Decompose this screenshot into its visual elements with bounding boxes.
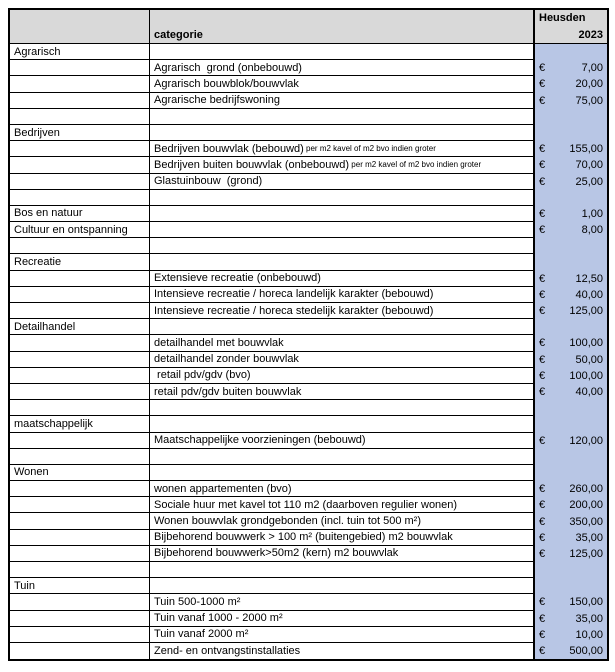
value-cell — [533, 497, 607, 513]
table-row — [10, 578, 607, 594]
amount: 350,00 — [569, 515, 603, 528]
item-label: retail pdv/gdv (bvo) — [154, 369, 251, 382]
label-cell — [150, 530, 533, 546]
amount: 50,00 — [575, 353, 603, 366]
euro-symbol: € — [539, 483, 546, 496]
category-cell — [10, 352, 150, 368]
category-cell — [10, 190, 150, 206]
value-cell — [533, 643, 607, 659]
item-label: Intensieve recreatie / horeca landelijk karakter (bebouwd) — [154, 288, 434, 301]
category-cell — [10, 141, 150, 157]
label-cell — [150, 643, 533, 659]
label-cell — [150, 76, 533, 92]
category-label: Wonen — [14, 466, 49, 479]
category-cell — [10, 627, 150, 643]
value-cell — [533, 546, 607, 562]
table-row — [10, 335, 607, 351]
label-cell — [150, 546, 533, 562]
euro-symbol: € — [539, 305, 546, 318]
item-label: detailhandel zonder bouwvlak — [154, 353, 299, 366]
item-label: Bedrijven buiten bouwvlak (onbebouwd) — [154, 158, 350, 171]
label-cell — [150, 400, 533, 416]
euro-symbol: € — [539, 94, 546, 107]
item-label: Maatschappelijke voorzieningen (bebouwd) — [154, 434, 366, 447]
value-cell — [533, 400, 607, 416]
table-row — [10, 594, 607, 610]
category-cell — [10, 335, 150, 351]
value-cell — [533, 60, 607, 76]
table-row — [10, 627, 607, 643]
table-row — [10, 222, 607, 238]
category-cell — [10, 222, 150, 238]
table-row — [10, 352, 607, 368]
category-cell — [10, 125, 150, 141]
label-cell — [150, 174, 533, 190]
amount: 150,00 — [569, 596, 603, 609]
table-row — [10, 449, 607, 465]
category-label: Bos en natuur — [14, 207, 83, 220]
value-cell — [533, 530, 607, 546]
label-cell — [150, 60, 533, 76]
value-cell — [533, 76, 607, 92]
category-label: Detailhandel — [14, 320, 76, 333]
category-cell — [10, 497, 150, 513]
value-cell — [533, 335, 607, 351]
amount: 12,50 — [575, 272, 603, 285]
value-cell — [533, 93, 607, 109]
item-label: Agrarisch bouwblok/bouwvlak — [154, 77, 299, 90]
header-categorie-cell — [150, 10, 533, 43]
amount: 155,00 — [569, 143, 603, 156]
table-row — [10, 44, 607, 60]
table-row — [10, 481, 607, 497]
price-table — [8, 8, 609, 661]
header-heusden-cell — [533, 10, 607, 43]
value-cell — [533, 562, 607, 578]
category-cell — [10, 481, 150, 497]
category-cell — [10, 254, 150, 270]
euro-symbol: € — [539, 78, 546, 91]
euro-symbol: € — [539, 628, 546, 641]
table-row — [10, 562, 607, 578]
amount: 8,00 — [581, 224, 603, 237]
label-cell — [150, 578, 533, 594]
table-row — [10, 433, 607, 449]
amount: 260,00 — [569, 483, 603, 496]
category-cell — [10, 594, 150, 610]
label-cell — [150, 481, 533, 497]
category-cell — [10, 93, 150, 109]
amount: 125,00 — [569, 305, 603, 318]
label-cell — [150, 352, 533, 368]
item-label: retail pdv/gdv buiten bouwvlak — [154, 385, 302, 398]
amount: 1,00 — [581, 207, 603, 220]
item-label: Bijbehorend bouwwerk>50m2 (kern) m2 bouwvlak — [154, 547, 399, 560]
category-cell — [10, 287, 150, 303]
euro-symbol: € — [539, 596, 546, 609]
label-cell — [150, 190, 533, 206]
table-row — [10, 238, 607, 254]
amount: 70,00 — [575, 159, 603, 172]
table-row — [10, 530, 607, 546]
amount: 20,00 — [575, 78, 603, 91]
category-label: Agrarisch — [14, 45, 61, 58]
label-cell — [150, 335, 533, 351]
label-cell — [150, 416, 533, 432]
amount: 35,00 — [575, 531, 603, 544]
table-row — [10, 60, 607, 76]
table-row — [10, 125, 607, 141]
value-cell — [533, 206, 607, 222]
table-row — [10, 546, 607, 562]
amount: 40,00 — [575, 386, 603, 399]
label-cell — [150, 368, 533, 384]
value-cell — [533, 141, 607, 157]
euro-symbol: € — [539, 288, 546, 301]
amount: 200,00 — [569, 499, 603, 512]
table-row — [10, 190, 607, 206]
category-cell — [10, 578, 150, 594]
table-row — [10, 611, 607, 627]
value-cell — [533, 319, 607, 335]
euro-symbol: € — [539, 645, 546, 658]
euro-symbol: € — [539, 386, 546, 399]
euro-symbol: € — [539, 337, 546, 350]
euro-symbol: € — [539, 547, 546, 560]
value-cell — [533, 481, 607, 497]
label-cell — [150, 611, 533, 627]
label-cell — [150, 93, 533, 109]
category-cell — [10, 271, 150, 287]
value-cell — [533, 254, 607, 270]
value-cell — [533, 594, 607, 610]
label-cell — [150, 594, 533, 610]
category-cell — [10, 449, 150, 465]
table-row — [10, 109, 607, 125]
value-cell — [533, 611, 607, 627]
category-cell — [10, 44, 150, 60]
label-cell — [150, 44, 533, 60]
label-cell — [150, 384, 533, 400]
category-cell — [10, 530, 150, 546]
category-cell — [10, 60, 150, 76]
value-cell — [533, 44, 607, 60]
euro-symbol: € — [539, 272, 546, 285]
value-cell — [533, 433, 607, 449]
value-cell — [533, 174, 607, 190]
euro-symbol: € — [539, 143, 546, 156]
label-cell — [150, 271, 533, 287]
label-cell — [150, 206, 533, 222]
value-cell — [533, 271, 607, 287]
table-row — [10, 254, 607, 270]
euro-symbol: € — [539, 531, 546, 544]
table-row — [10, 497, 607, 513]
category-label: maatschappelijk — [14, 417, 93, 430]
value-cell — [533, 125, 607, 141]
amount: 100,00 — [569, 337, 603, 350]
category-cell — [10, 433, 150, 449]
categorie-header-label: categorie — [154, 29, 203, 41]
category-cell — [10, 465, 150, 481]
category-cell — [10, 513, 150, 529]
label-cell — [150, 562, 533, 578]
label-cell — [150, 513, 533, 529]
label-cell — [150, 287, 533, 303]
header-empty-cell — [10, 10, 150, 43]
item-label: Agrarische bedrijfswoning — [154, 94, 280, 107]
value-cell — [533, 222, 607, 238]
value-cell — [533, 368, 607, 384]
table-row — [10, 465, 607, 481]
value-cell — [533, 384, 607, 400]
item-label: Zend- en ontvangstinstallaties — [154, 645, 301, 658]
table-row — [10, 400, 607, 416]
table-row — [10, 174, 607, 190]
value-cell — [533, 513, 607, 529]
amount: 40,00 — [575, 288, 603, 301]
table-row — [10, 271, 607, 287]
category-label: Recreatie — [14, 256, 62, 269]
item-label: Extensieve recreatie (onbebouwd) — [154, 272, 321, 285]
label-cell — [150, 497, 533, 513]
item-label: Sociale huur met kavel tot 110 m2 (daarboven regulier wonen) — [154, 498, 458, 511]
category-cell — [10, 384, 150, 400]
category-cell — [10, 303, 150, 319]
amount: 125,00 — [569, 547, 603, 560]
category-cell — [10, 76, 150, 92]
item-label: Wonen bouwvlak grondgebonden (incl. tuin tot 500 m²) — [154, 515, 422, 528]
euro-symbol: € — [539, 612, 546, 625]
value-cell — [533, 157, 607, 173]
item-label: wonen appartementen (bvo) — [154, 482, 292, 495]
label-cell — [150, 465, 533, 481]
euro-symbol: € — [539, 434, 546, 447]
item-label: Bijbehorend bouwwerk > 100 m² (buitengebied) m2 bouwvlak — [154, 531, 453, 544]
category-cell — [10, 611, 150, 627]
table-row — [10, 416, 607, 432]
label-cell — [150, 238, 533, 254]
category-cell — [10, 368, 150, 384]
table-row — [10, 93, 607, 109]
euro-symbol: € — [539, 499, 546, 512]
table-rows — [10, 44, 607, 659]
item-label: Bedrijven bouwvlak (bebouwd) — [154, 142, 304, 155]
amount: 75,00 — [575, 94, 603, 107]
label-cell — [150, 141, 533, 157]
table-row — [10, 513, 607, 529]
amount: 100,00 — [569, 369, 603, 382]
table-row — [10, 206, 607, 222]
value-cell — [533, 190, 607, 206]
label-cell — [150, 254, 533, 270]
table-row — [10, 287, 607, 303]
label-cell — [150, 125, 533, 141]
category-cell — [10, 206, 150, 222]
value-cell — [533, 109, 607, 125]
item-label: detailhandel met bouwvlak — [154, 336, 284, 349]
amount: 35,00 — [575, 612, 603, 625]
category-cell — [10, 562, 150, 578]
amount: 500,00 — [569, 645, 603, 658]
amount: 7,00 — [581, 62, 603, 75]
value-cell — [533, 238, 607, 254]
item-label-small: per m2 kavel of m2 bvo indien groter — [349, 160, 482, 170]
category-label: Bedrijven — [14, 126, 60, 139]
value-cell — [533, 465, 607, 481]
label-cell — [150, 433, 533, 449]
label-cell — [150, 449, 533, 465]
label-cell — [150, 157, 533, 173]
euro-symbol: € — [539, 207, 546, 220]
table-row — [10, 368, 607, 384]
value-cell — [533, 449, 607, 465]
table-row — [10, 384, 607, 400]
category-cell — [10, 109, 150, 125]
value-cell — [533, 287, 607, 303]
euro-symbol: € — [539, 224, 546, 237]
category-cell — [10, 400, 150, 416]
item-label: Tuin vanaf 2000 m² — [154, 628, 249, 641]
euro-symbol: € — [539, 369, 546, 382]
category-cell — [10, 643, 150, 659]
value-cell — [533, 578, 607, 594]
label-cell — [150, 222, 533, 238]
label-cell — [150, 303, 533, 319]
item-label: Tuin 500-1000 m² — [154, 595, 241, 608]
table-row — [10, 141, 607, 157]
euro-symbol: € — [539, 175, 546, 188]
label-cell — [150, 319, 533, 335]
table-row — [10, 319, 607, 335]
category-cell — [10, 319, 150, 335]
category-cell — [10, 174, 150, 190]
category-cell — [10, 546, 150, 562]
table-row — [10, 303, 607, 319]
table-header-row — [10, 10, 607, 44]
item-label-small: per m2 kavel of m2 bvo indien groter — [303, 144, 436, 154]
region-header-label: Heusden — [539, 12, 586, 24]
euro-symbol: € — [539, 353, 546, 366]
value-cell — [533, 416, 607, 432]
euro-symbol: € — [539, 62, 546, 75]
category-cell — [10, 157, 150, 173]
item-label: Tuin vanaf 1000 - 2000 m² — [154, 612, 283, 625]
table-row — [10, 76, 607, 92]
value-cell — [533, 627, 607, 643]
value-cell — [533, 352, 607, 368]
euro-symbol: € — [539, 159, 546, 172]
amount: 25,00 — [575, 175, 603, 188]
table-row — [10, 643, 607, 659]
value-cell — [533, 303, 607, 319]
table-row — [10, 157, 607, 173]
amount: 120,00 — [569, 434, 603, 447]
label-cell — [150, 109, 533, 125]
category-cell — [10, 238, 150, 254]
category-cell — [10, 416, 150, 432]
item-label: Intensieve recreatie / horeca stedelijk karakter (bebouwd) — [154, 304, 434, 317]
category-label: Cultuur en ontspanning — [14, 223, 128, 236]
year-header-label: 2023 — [578, 29, 603, 41]
euro-symbol: € — [539, 515, 546, 528]
item-label: Agrarisch grond (onbebouwd) — [154, 61, 302, 74]
category-label: Tuin — [14, 579, 35, 592]
label-cell — [150, 627, 533, 643]
amount: 10,00 — [575, 628, 603, 641]
item-label: Glastuinbouw (grond) — [154, 175, 263, 188]
